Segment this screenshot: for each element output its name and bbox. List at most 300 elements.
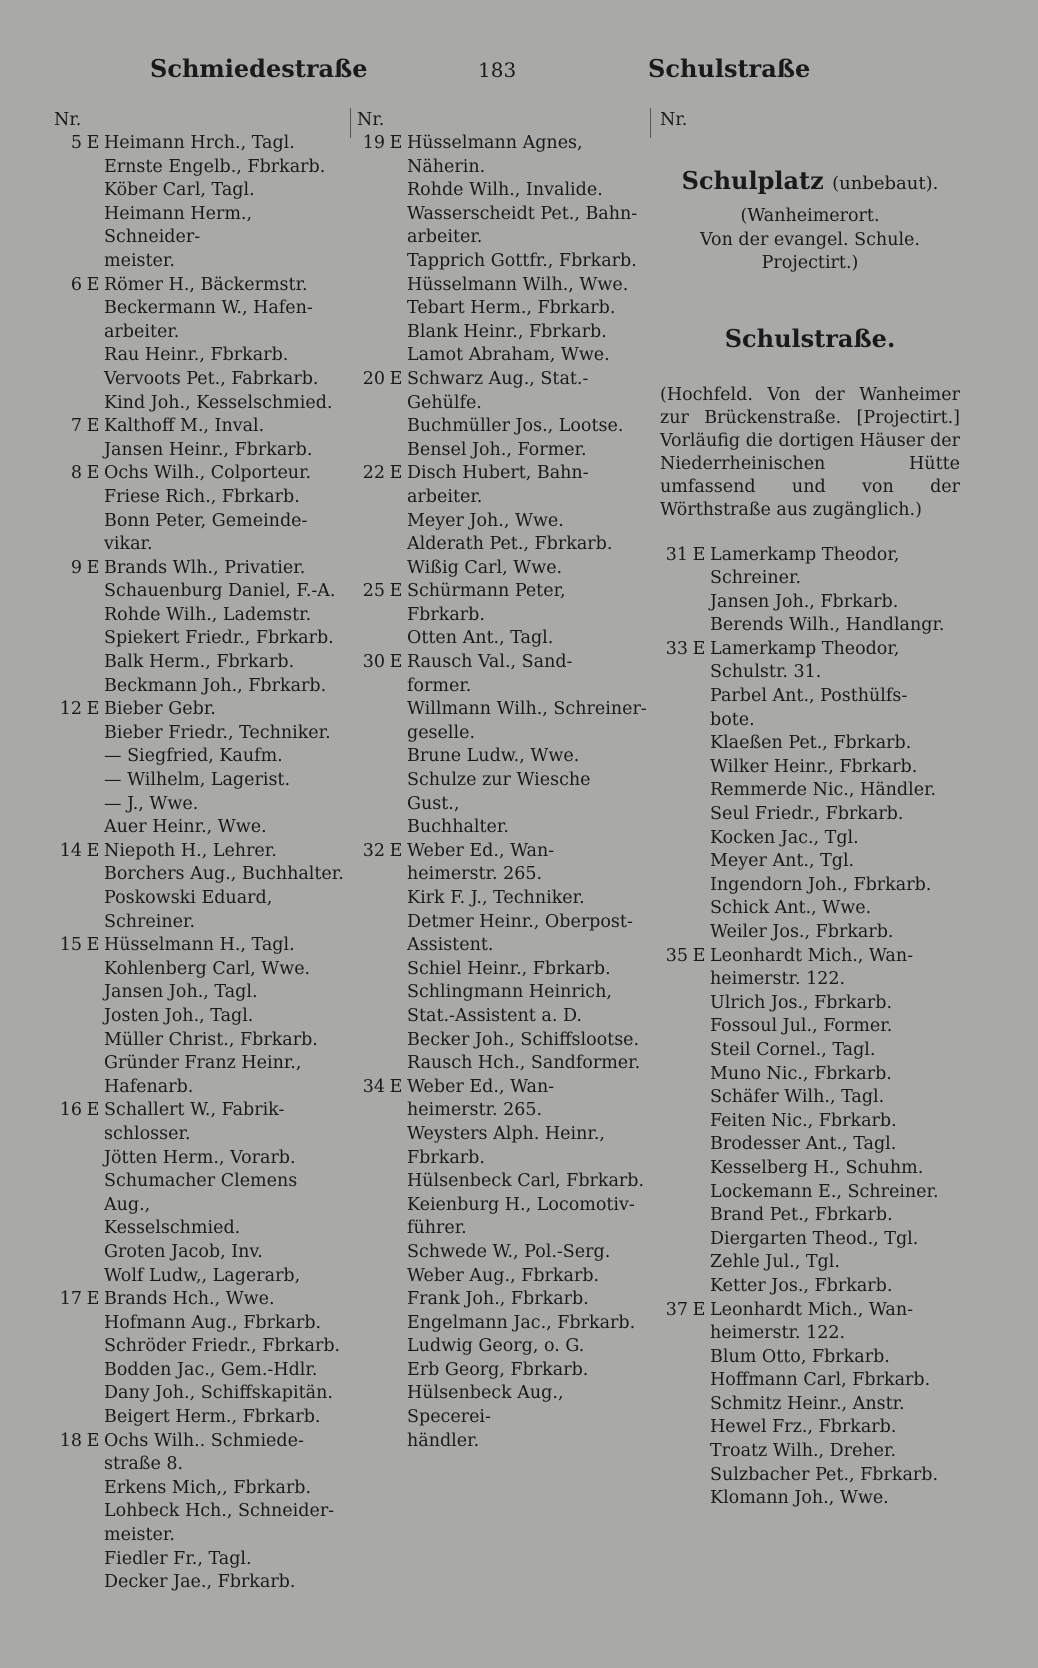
entry-text: Detmer Heinr., Oberpost- — [407, 911, 633, 932]
entry-text: Schäfer Wilh., Tagl. — [710, 1087, 885, 1108]
resident-entry — [54, 651, 344, 675]
house-number: 15 — [59, 935, 82, 956]
house-entry — [357, 462, 647, 486]
entry-text: Vervoots Pet., Fabrkarb. — [104, 368, 319, 389]
entry-text: Gründer Franz Heinr., — [104, 1053, 302, 1074]
owner-mark: E — [86, 274, 100, 295]
house-number: 9 — [70, 557, 82, 578]
entry-text: Alderath Pet., Fbrkarb. — [407, 534, 613, 555]
entry-text: Weysters Alph. Heinr., — [407, 1123, 605, 1144]
entry-text: — Wilhelm, Lagerist. — [104, 770, 291, 791]
resident-entry — [357, 1312, 647, 1336]
house-number: 5 — [70, 133, 82, 153]
left-column — [54, 108, 344, 1595]
entry-continuation — [357, 392, 647, 416]
resident-entry — [54, 981, 344, 1005]
resident-entry — [357, 415, 647, 439]
entry-text: Assistent. — [407, 935, 494, 956]
entry-text: Beigert Herm., Fbrkarb. — [104, 1407, 321, 1428]
resident-entry — [660, 685, 960, 709]
entry-text: Fbrkarb. — [407, 1147, 485, 1168]
entry-continuation — [54, 1453, 344, 1477]
entry-text: Wolf Ludw,, Lagerarb, — [104, 1265, 301, 1286]
resident-entry — [357, 1359, 647, 1383]
resident-entry — [54, 203, 344, 250]
owner-mark: E — [86, 463, 100, 484]
resident-entry — [660, 827, 960, 851]
entry-continuation — [54, 1524, 344, 1548]
resident-entry — [660, 1369, 960, 1393]
entry-continuation — [357, 226, 647, 250]
house-entry — [357, 651, 647, 675]
resident-entry — [54, 1170, 344, 1217]
entry-text: Schulze zur Wiesche Gust., — [407, 770, 591, 814]
entry-text: Brands Hch., Wwe. — [104, 1289, 275, 1310]
entry-text: — Siegfried, Kaufm. — [104, 746, 283, 767]
entry-text: Disch Hubert, Bahn- — [407, 463, 589, 484]
resident-entry — [357, 203, 647, 227]
page-header — [0, 54, 1038, 94]
owner-mark: E — [86, 840, 100, 861]
entry-text: Niepoth H., Lehrer. — [104, 840, 277, 861]
entry-text: Jötten Herm., Vorarb. — [104, 1147, 296, 1168]
owner-mark: E — [692, 544, 706, 565]
resident-entry — [660, 1086, 960, 1110]
entry-text: Fiedler Fr., Tagl. — [104, 1548, 252, 1569]
entry-text: Rohde Wilh., Lademstr. — [104, 604, 312, 625]
resident-entry — [357, 745, 647, 769]
entry-text: meister. — [104, 250, 175, 271]
house-entry — [54, 698, 344, 722]
entry-text: schlosser. — [104, 1123, 191, 1144]
entry-text: Schwede W., Pol.-Serg. — [407, 1241, 611, 1262]
entry-continuation — [357, 1430, 647, 1454]
entry-text: Bieber Friedr., Techniker. — [104, 722, 331, 743]
resident-entry — [54, 368, 344, 392]
entry-continuation — [357, 1099, 647, 1123]
house-number: 34 — [362, 1076, 385, 1097]
resident-entry — [54, 1359, 344, 1383]
entry-text: Sulzbacher Pet., Fbrkarb. — [710, 1464, 939, 1485]
entry-text: Bieber Gebr. — [104, 699, 216, 720]
resident-entry — [660, 803, 960, 827]
resident-entry — [357, 981, 647, 1005]
resident-entry — [357, 321, 647, 345]
note-line: (Wanheimerort. — [740, 206, 880, 226]
entry-text: Köber Carl, Tagl. — [104, 180, 255, 201]
schulstrasse-note: (Hochfeld. Von der Wanheimer zur Brückenstraße. [Projectirt.] Vorläufig die dortigen Häuser der Niederrheinischen Hütte umfassend und von der Wörthstraße aus zugänglich.) — [660, 384, 960, 520]
resident-entry — [660, 614, 960, 638]
resident-entry — [54, 887, 344, 911]
resident-entry — [357, 1265, 647, 1289]
entry-text: Kind Joh., Kesselschmied. — [104, 392, 333, 413]
entry-text: Zehle Jul., Tgl. — [710, 1252, 840, 1273]
entry-continuation — [660, 709, 960, 733]
entry-text: Weiler Jos., Fbrkarb. — [710, 922, 894, 942]
header-right-street: Schulstraße — [648, 54, 811, 83]
house-entry — [54, 840, 344, 864]
resident-entry — [54, 297, 344, 321]
owner-mark: E — [389, 581, 403, 602]
entry-text: Ochs Wilh., Colporteur. — [104, 463, 312, 484]
entry-text: Muno Nic., Fbrkarb. — [710, 1063, 892, 1084]
house-number: 30 — [362, 652, 385, 673]
entry-text: Hülsenbeck Carl, Fbrkarb. — [407, 1171, 645, 1192]
entry-continuation — [54, 321, 344, 345]
entry-text: Brodesser Ant., Tagl. — [710, 1134, 897, 1155]
middle-column — [357, 108, 647, 1453]
column-label: Nr. — [54, 110, 82, 130]
entry-text: Jansen Joh., Fbrkarb. — [710, 591, 899, 612]
resident-entry — [660, 850, 960, 874]
house-number: 16 — [59, 1100, 82, 1121]
entry-text: Lamot Abraham, Wwe. — [407, 345, 610, 366]
entry-text: Schick Ant., Wwe. — [710, 898, 872, 919]
resident-entry — [357, 533, 647, 557]
entry-text: händler. — [407, 1430, 480, 1451]
entry-text: Schwarz Aug., Stat.- — [407, 368, 589, 389]
resident-entry — [357, 769, 647, 816]
entry-continuation — [660, 567, 960, 591]
entry-text: heimerstr. 265. — [407, 864, 543, 885]
entry-continuation — [357, 486, 647, 510]
house-number: 35 — [665, 945, 688, 966]
entry-text: Hülsenbeck Aug., Specerei- — [407, 1383, 564, 1428]
entry-text: arbeiter. — [407, 486, 483, 507]
entry-continuation — [54, 250, 344, 274]
entry-continuation — [54, 1217, 344, 1241]
entry-text: Borchers Aug., Buchhalter. — [104, 864, 344, 885]
owner-mark: E — [86, 935, 100, 956]
owner-mark: E — [86, 1100, 100, 1121]
owner-mark: E — [389, 652, 403, 673]
entry-text: Wilker Heinr., Fbrkarb. — [710, 756, 918, 777]
resident-entry — [54, 392, 344, 416]
resident-entry — [660, 1157, 960, 1181]
schulplatz-suffix: (unbebaut). — [832, 173, 939, 194]
owner-mark: E — [86, 699, 100, 720]
entry-text: Parbel Ant., Posthülfs- — [710, 686, 908, 707]
entry-text: Näherin. — [407, 156, 486, 177]
entry-text: Poskowski Eduard, — [104, 888, 273, 908]
entry-text: führer. — [407, 1218, 467, 1239]
owner-mark: E — [389, 368, 403, 389]
entry-text: meister. — [104, 1525, 175, 1546]
resident-entry — [357, 557, 647, 581]
entry-text: Rau Heinr., Fbrkarb. — [104, 345, 289, 366]
owner-mark: E — [86, 416, 100, 437]
note-line: Von der evangel. Schule. — [700, 229, 920, 250]
entry-text: Buchmüller Jos., Lootse. — [407, 416, 624, 437]
entry-text: Hüsselmann H., Tagl. — [104, 935, 295, 956]
house-number: 6 — [70, 274, 82, 295]
house-number: 22 — [362, 463, 385, 484]
entry-text: Brand Pet., Fbrkarb. — [710, 1205, 893, 1226]
entry-text: Lohbeck Hch., Schneider- — [104, 1501, 335, 1522]
entry-text: Hüsselmann Agnes, — [407, 133, 583, 153]
owner-mark: E — [389, 1076, 403, 1097]
owner-mark: E — [692, 1299, 706, 1320]
house-number: 8 — [70, 463, 82, 484]
owner-mark: E — [389, 840, 403, 861]
entry-text: Kohlenberg Carl, Wwe. — [104, 958, 311, 979]
entry-text: Schauenburg Daniel, F.-A. — [104, 581, 336, 602]
entry-text: Weber Ed., Wan- — [407, 840, 555, 861]
house-number: 33 — [665, 638, 688, 659]
resident-entry — [357, 1029, 647, 1053]
entry-continuation — [357, 156, 647, 180]
resident-entry — [660, 1440, 960, 1464]
column-divider-2 — [650, 108, 651, 138]
entry-text: Friese Rich., Fbrkarb. — [104, 486, 300, 507]
resident-entry — [357, 439, 647, 463]
entry-text: Balk Herm., Fbrkarb. — [104, 652, 295, 673]
entry-text: Tebart Herm., Fbrkarb. — [407, 298, 616, 319]
resident-entry — [54, 793, 344, 817]
schulplatz-heading — [660, 166, 960, 199]
resident-entry — [357, 250, 647, 274]
owner-mark: E — [86, 1289, 100, 1310]
entry-text: Brune Ludw., Wwe. — [407, 746, 580, 767]
resident-entry — [54, 344, 344, 368]
entry-continuation — [357, 863, 647, 887]
entry-text: Hoffmann Carl, Fbrkarb. — [710, 1370, 931, 1391]
entry-text: Schallert W., Fabrik- — [104, 1100, 285, 1121]
entry-continuation — [660, 661, 960, 685]
house-entry — [54, 462, 344, 486]
spacer — [660, 522, 960, 544]
resident-entry — [54, 1312, 344, 1336]
resident-entry — [54, 1406, 344, 1430]
resident-entry — [660, 1393, 960, 1417]
resident-entry — [357, 1052, 647, 1076]
resident-entry — [660, 1110, 960, 1134]
resident-entry — [54, 1382, 344, 1406]
resident-entry — [54, 156, 344, 180]
resident-entry — [660, 1039, 960, 1063]
entry-text: Jansen Joh., Tagl. — [104, 982, 258, 1003]
right-column — [660, 108, 960, 1511]
resident-entry — [357, 510, 647, 534]
resident-entry — [660, 1346, 960, 1370]
entry-text: heimerstr. 122. — [710, 969, 846, 990]
entry-text: Heimann Hrch., Tagl. — [104, 133, 295, 153]
entry-continuation — [357, 722, 647, 746]
entry-text: Fbrkarb. — [407, 604, 485, 625]
entry-text: Kalthoff M., Inval. — [104, 416, 265, 437]
owner-mark: E — [389, 133, 403, 153]
resident-entry — [660, 1133, 960, 1157]
resident-entry — [54, 1029, 344, 1053]
entry-text: Heimann Herm., Schneider- — [104, 203, 253, 248]
header-left-street: Schmiedestraße — [150, 54, 368, 83]
entry-text: Dany Joh., Schiffskapitän. — [104, 1383, 333, 1404]
entry-text: Becker Joh., Schiffslootse. — [407, 1029, 640, 1050]
entry-text: Otten Ant., Tagl. — [407, 628, 554, 649]
resident-entry — [54, 604, 344, 628]
page-number: 183 — [478, 58, 517, 82]
resident-entry — [357, 1170, 647, 1194]
owner-mark: E — [86, 133, 100, 153]
resident-entry — [357, 911, 647, 935]
resident-entry — [54, 1477, 344, 1501]
house-number: 7 — [70, 416, 82, 437]
resident-entry — [660, 779, 960, 803]
entry-text: Bonn Peter, Gemeinde- — [104, 510, 308, 531]
entry-text: Ingendorn Joh., Fbrkarb. — [710, 874, 932, 895]
entry-text: Tapprich Gottfr., Fbrkarb. — [407, 250, 637, 271]
resident-entry — [54, 1548, 344, 1572]
entry-continuation — [660, 1322, 960, 1346]
entry-text: Kesselberg H., Schuhm. — [710, 1157, 924, 1178]
entry-continuation — [357, 934, 647, 958]
entry-text: Keienburg H., Locomotiv- — [407, 1194, 635, 1215]
entry-text: Rausch Hch., Sandformer. — [407, 1053, 641, 1074]
note-line: Projectirt.) — [761, 253, 859, 273]
resident-entry — [357, 698, 647, 722]
entry-text: Beckermann W., Hafen- — [104, 298, 313, 319]
owner-mark: E — [389, 463, 403, 484]
house-entry — [660, 1299, 960, 1323]
right-entry-list — [660, 544, 960, 1511]
entry-text: Ketter Jos., Fbrkarb. — [710, 1275, 893, 1296]
entry-text: Berends Wilh., Handlangr. — [710, 615, 945, 636]
house-number: 32 — [362, 840, 385, 861]
entry-text: arbeiter. — [104, 321, 180, 342]
entry-text: Ludwig Georg, o. G. — [407, 1336, 585, 1357]
resident-entry — [54, 1052, 344, 1076]
resident-entry — [660, 921, 960, 945]
house-entry — [357, 580, 647, 604]
resident-entry — [357, 1241, 647, 1265]
resident-entry — [357, 627, 647, 651]
entry-text: Lockemann E., Schreiner. — [710, 1181, 939, 1202]
resident-entry — [54, 1005, 344, 1029]
resident-entry — [54, 745, 344, 769]
resident-entry — [660, 1063, 960, 1087]
entry-text: Ochs Wilh.. Schmiede- — [104, 1430, 304, 1451]
entry-text: Rausch Val., Sand- — [407, 652, 573, 673]
entry-text: Engelmann Jac., Fbrkarb. — [407, 1312, 636, 1333]
entry-text: Leonhardt Mich., Wan- — [710, 1299, 914, 1320]
entry-text: Frank Joh., Fbrkarb. — [407, 1289, 589, 1310]
resident-entry — [54, 958, 344, 982]
entry-text: Rohde Wilh., Invalide. — [407, 180, 603, 201]
house-entry — [660, 945, 960, 969]
house-entry — [54, 132, 344, 156]
entry-text: Schürmann Peter, — [407, 581, 566, 602]
entry-continuation — [54, 1076, 344, 1100]
entry-text: Kocken Jac., Tgl. — [710, 827, 859, 848]
entry-text: arbeiter. — [407, 227, 483, 248]
entry-text: Römer H., Bäckermstr. — [104, 274, 308, 295]
resident-entry — [357, 274, 647, 298]
house-entry — [54, 1099, 344, 1123]
house-number: 18 — [59, 1430, 82, 1451]
entry-text: vikar. — [104, 534, 153, 555]
entry-text: Groten Jacob, Inv. — [104, 1241, 263, 1262]
house-entry — [54, 1430, 344, 1454]
entry-text: Müller Christ., Fbrkarb. — [104, 1029, 318, 1050]
entry-text: Auer Heinr., Wwe. — [104, 817, 267, 838]
entry-text: Schröder Friedr., Fbrkarb. — [104, 1336, 341, 1357]
entry-text: Diergarten Theod., Tgl. — [710, 1228, 919, 1249]
entry-text: Decker Jae., Fbrkarb. — [104, 1572, 296, 1593]
schulstrasse-title: Schulstraße. — [724, 323, 896, 353]
resident-entry — [357, 179, 647, 203]
resident-entry — [357, 1335, 647, 1359]
entry-text: Willmann Wilh., Schreiner- — [407, 699, 647, 720]
house-number: 12 — [59, 699, 82, 720]
resident-entry — [660, 591, 960, 615]
entry-text: Jansen Heinr., Fbrkarb. — [104, 439, 313, 460]
resident-entry — [660, 1416, 960, 1440]
entry-text: Remmerde Nic., Händler. — [710, 780, 937, 801]
resident-entry — [54, 675, 344, 699]
resident-entry — [54, 179, 344, 203]
entry-text: Stat.-Assistent a. D. — [407, 1005, 582, 1026]
resident-entry — [660, 732, 960, 756]
house-entry — [660, 638, 960, 662]
spacer — [660, 276, 960, 314]
owner-mark: E — [692, 638, 706, 659]
entry-continuation — [357, 675, 647, 699]
entry-text: Weber Aug., Fbrkarb. — [407, 1265, 600, 1286]
entry-text: Hewel Frz., Fbrkarb. — [710, 1417, 897, 1438]
entry-text: Bensel Joh., Former. — [407, 439, 587, 460]
house-number: 17 — [59, 1289, 82, 1310]
entry-continuation — [54, 533, 344, 557]
resident-entry — [357, 344, 647, 368]
entry-text: Blank Heinr., Fbrkarb. — [407, 321, 607, 342]
entry-text: Gehülfe. — [407, 392, 482, 413]
house-entry — [357, 132, 647, 156]
entry-continuation — [357, 1147, 647, 1171]
house-number: 14 — [59, 840, 82, 861]
house-number: 31 — [665, 544, 688, 565]
resident-entry — [660, 1487, 960, 1511]
entry-text: Schreiner. — [710, 568, 802, 589]
entry-text: Ulrich Jos., Fbrkarb. — [710, 992, 893, 1013]
column-divider-1 — [350, 108, 351, 138]
entry-text: former. — [407, 675, 472, 696]
owner-mark: E — [692, 945, 706, 966]
resident-entry — [660, 1464, 960, 1488]
entry-text: Klaeßen Pet., Fbrkarb. — [710, 733, 912, 754]
entry-text: bote. — [710, 709, 755, 730]
house-entry — [54, 274, 344, 298]
entry-text: Schulstr. 31. — [710, 662, 822, 683]
resident-entry — [54, 816, 344, 840]
resident-entry — [54, 1335, 344, 1359]
resident-entry — [660, 1181, 960, 1205]
entry-text: Troatz Wilh., Dreher. — [710, 1441, 897, 1462]
house-number: 19 — [362, 133, 385, 153]
schulplatz-title: Schulplatz — [681, 166, 824, 195]
entry-continuation — [357, 604, 647, 628]
entry-text: Ernste Engelb., Fbrkarb. — [104, 156, 326, 177]
entry-continuation — [54, 911, 344, 935]
resident-entry — [54, 1571, 344, 1595]
entry-text: heimerstr. 122. — [710, 1323, 846, 1344]
entry-text: Meyer Ant., Tgl. — [710, 851, 855, 872]
resident-entry — [660, 1251, 960, 1275]
resident-entry — [357, 1382, 647, 1429]
entry-text: Bodden Jac., Gem.-Hdlr. — [104, 1359, 318, 1380]
resident-entry — [357, 958, 647, 982]
entry-text: Wißig Carl, Wwe. — [407, 557, 563, 578]
resident-entry — [357, 887, 647, 911]
